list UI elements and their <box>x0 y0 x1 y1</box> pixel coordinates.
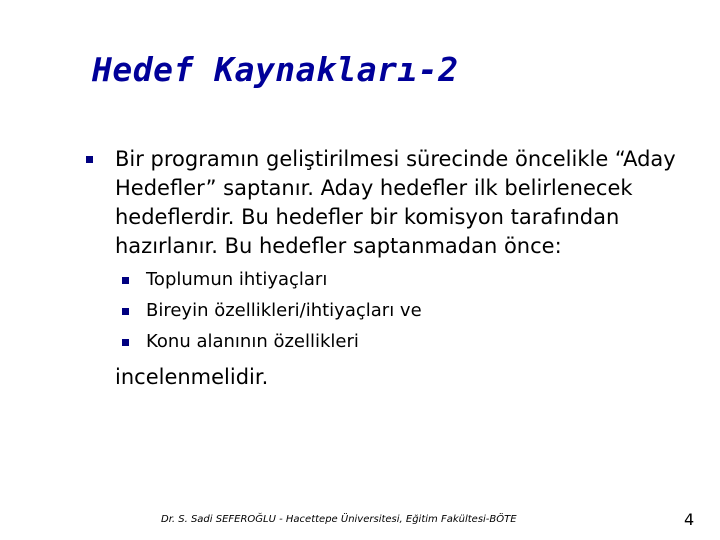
sub-list-item: Konu alanının özellikleri <box>146 331 359 352</box>
square-bullet-icon <box>122 277 129 284</box>
slide-title: Hedef Kaynakları-2 <box>92 50 459 89</box>
main-paragraph: Bir programın geliştirilmesi sürecinde öncelikle “Aday Hedefler” saptanır. Aday hedefler ilk belirlenecek hedeflerdir. Bu hedefler bir komisyon tarafından hazırlanır. Bu hedefler saptanmadan önce: <box>115 147 676 258</box>
sub-list-item: Toplumun ihtiyaçları <box>146 269 328 290</box>
page-number: 4 <box>684 510 695 529</box>
square-bullet-icon <box>122 339 129 346</box>
sub-list-item: Bireyin özellikleri/ihtiyaçları ve <box>146 300 422 321</box>
footer-credit: Dr. S. Sadi SEFEROĞLU - Hacettepe Üniversitesi, Eğitim Fakültesi-BÖTE <box>161 514 517 525</box>
square-bullet-icon <box>86 156 93 163</box>
square-bullet-icon <box>122 308 129 315</box>
closing-text: incelenmelidir. <box>115 365 269 389</box>
